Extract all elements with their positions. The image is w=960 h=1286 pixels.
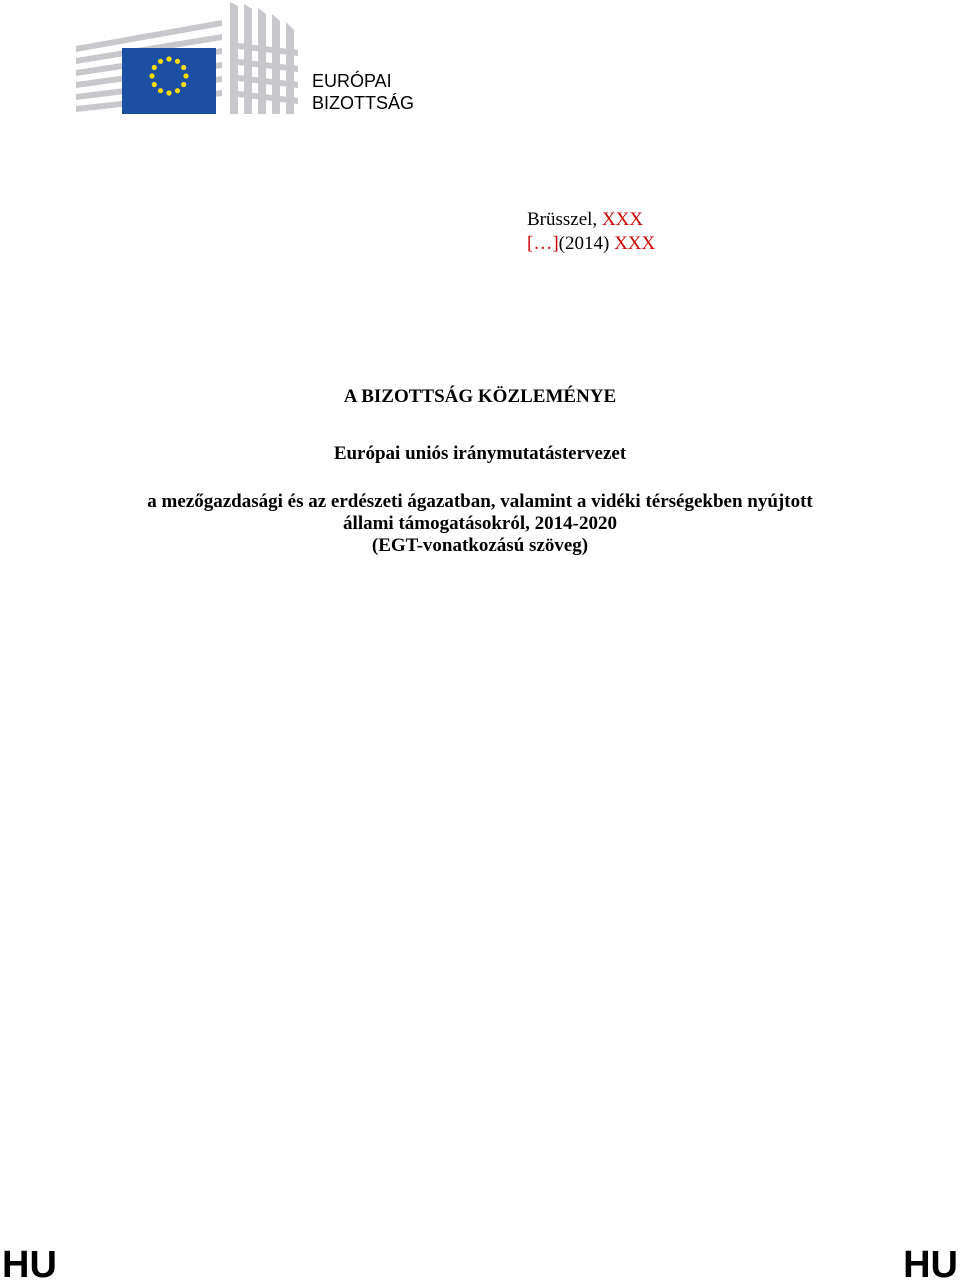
ref-placeholder: XXX [614, 233, 656, 254]
ref-year: (2014) [558, 233, 615, 254]
org-name-line1: EURÓPAI [312, 71, 392, 91]
document-title-line2: állami támogatásokról, 2014-2020 [343, 513, 617, 534]
city: Brüsszel, [527, 209, 602, 230]
org-name-line2: BIZOTTSÁG [312, 93, 415, 113]
date-line [527, 208, 655, 232]
reference-line [527, 232, 655, 256]
date-placeholder: XXX [601, 209, 644, 230]
document-title-line1: a mezőgazdasági és az erdészeti ágazatban, valamint a vidéki térségekben nyújtott [147, 491, 813, 512]
organization-name [312, 70, 414, 114]
ref-open: […] [527, 233, 559, 254]
document-subtitle: Európai uniós iránymutatástervezet [333, 443, 627, 464]
eu-commission-logo-icon [76, 2, 298, 114]
document-title [0, 491, 960, 557]
document-title-line3: (EGT-vonatkozású szöveg) [371, 535, 589, 556]
dateline [527, 208, 655, 256]
document-type-title: A BIZOTTSÁG KÖZLEMÉNYE [343, 386, 617, 407]
language-code-right: HU [903, 1244, 958, 1286]
language-code-left: HU [2, 1244, 57, 1286]
